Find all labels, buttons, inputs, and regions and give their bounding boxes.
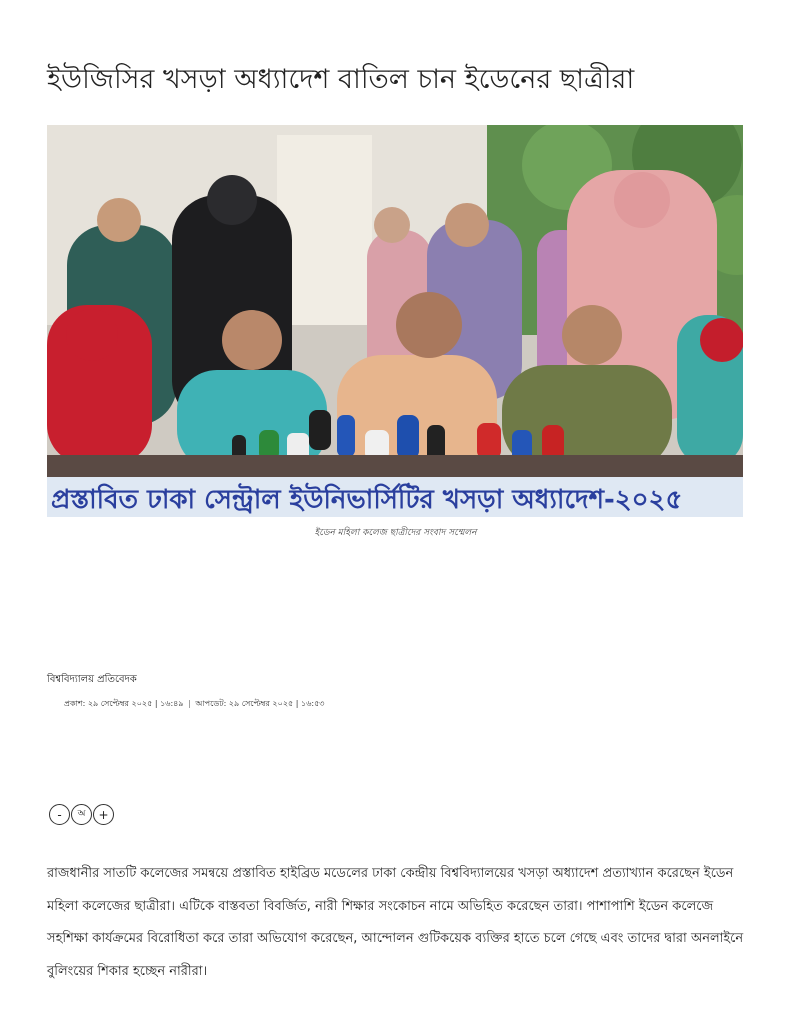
article-paragraph: রাজধানীর সাতটি কলেজের সমন্বয়ে প্রস্তাবিত হাইব্রিড মডেলের ঢাকা কেন্দ্রীয় বিশ্ববিদ্যালয়ের খসড়া অধ্যাদেশ প্রত্যাখ্যান করেছেন ইডেন মহিলা কলেজের ছাত্রীরা। এটিকে বাস্তবতা বিবর্জিত, নারী শিক্ষার সংকোচন নামে অভিহিত করেছেন তারা। পাশাপাশি ইডেন কলেজে সহশিক্ষা কার্যক্রমের বিরোধিতা করে তারা অভিযোগ করেছেন, আন্দোলন গুটিকয়েক ব্যক্তির হাতে চলে গেছে এবং তাদের দ্বারা অনলাইনে বুলিংয়ের শিকার হচ্ছেন নারীরা। xyxy=(47,866,744,979)
meta-separator: | xyxy=(188,699,191,708)
person-seated-5-head xyxy=(700,318,743,362)
photo-caption: ইডেন মহিলা কলেজ ছাত্রীদের সংবাদ সম্মেলন xyxy=(314,528,477,538)
person-standing-4-face xyxy=(445,203,489,247)
font-reset-button[interactable]: অ xyxy=(71,804,92,825)
person-seated-4-face xyxy=(562,305,622,365)
published-time: প্রকাশ: ২৯ সেপ্টেম্বর ২০২৫ | ১৬:৪৯ xyxy=(64,699,184,708)
author-byline: বিশ্ববিদ্যালয় প্রতিবেদক xyxy=(47,674,137,685)
person-standing-3-face xyxy=(374,207,410,243)
press-conference-photo xyxy=(47,125,743,517)
font-decrease-button[interactable]: - xyxy=(49,804,70,825)
publish-meta xyxy=(64,698,325,711)
person-standing-6-head xyxy=(614,172,670,228)
person-standing-2-head xyxy=(207,175,257,225)
updated-time: আপডেট: ২৯ সেপ্টেম্বর ২০২৫ | ১৬:৫৩ xyxy=(195,699,325,708)
photo-table xyxy=(47,455,743,480)
article-photo xyxy=(47,125,743,517)
font-size-controls xyxy=(49,804,114,828)
person-seated-3-face xyxy=(396,292,462,358)
person-standing-1-face xyxy=(97,198,141,242)
article-headline: ইউজিসির খসড়া অধ্যাদেশ বাতিল চান ইডেনের ছাত্রীরা xyxy=(47,64,635,95)
photo-banner-text: প্রস্তাবিত ঢাকা সেন্ট্রাল ইউনিভার্সিটির খসড়া অধ্যাদেশ-২০২৫ xyxy=(51,485,683,515)
article-body xyxy=(47,858,757,988)
font-increase-button[interactable]: + xyxy=(93,804,114,825)
person-seated-1-head xyxy=(66,309,118,361)
person-seated-2-face xyxy=(222,310,282,370)
